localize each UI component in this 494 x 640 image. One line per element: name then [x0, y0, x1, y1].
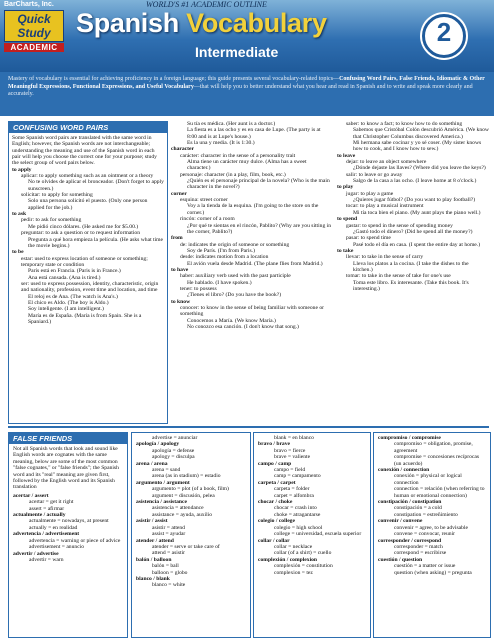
- entry-example: María es de España. (María is from Spain. She is a Spaniard.): [28, 312, 142, 325]
- entry-definition: salir: to leave or go away: [346, 171, 403, 178]
- entry-definition: dejar: to leave an object somewhere: [346, 159, 427, 166]
- entry-heading: complexión / complexion: [258, 556, 318, 563]
- entry-example: Soy inteligente. (I am intelligent.): [28, 306, 104, 313]
- entry-example: carpet = alfombra: [274, 492, 314, 499]
- section-divider: [8, 426, 489, 428]
- logo-bottom-text: ACADEMIC: [4, 43, 64, 52]
- entry-example: convene = convocar, reunir: [394, 531, 456, 538]
- false-friends-col4: [373, 432, 491, 638]
- entry-example: camp = campamento: [274, 473, 321, 480]
- entry-example: actually = en realidad: [29, 524, 78, 531]
- entry-definition: conocer: to know in the sense of being familiar with someone or something: [180, 304, 325, 318]
- intro-bold: Confusing Word Pairs, False Friends, Idiomatic & Other Meaningful Expressions, Functional Expressions, and Useful Vocabulary: [8, 76, 485, 90]
- entry-example: atender = serve or take care of: [152, 543, 220, 550]
- entry-definition: solicitar: to apply for something: [21, 192, 93, 199]
- entry-example: Pasé todo el día en casa. (I spent the entire day at home.): [353, 241, 481, 248]
- confusing-list-3: [337, 121, 489, 292]
- title-part-1: Spanish: [76, 8, 187, 38]
- entry-heading: balón / balloon: [136, 556, 172, 563]
- entry-heading: to be: [12, 249, 24, 256]
- entry-heading: corresponder / correspond: [378, 537, 442, 544]
- entry-example: brave = valiente: [274, 454, 311, 461]
- entry-heading: to play: [337, 184, 354, 191]
- entry-definition: tener: to possess: [180, 285, 217, 292]
- page-subtitle: Intermediate: [195, 44, 279, 60]
- entry-definition: personaje: character (in a play, film, book, etc.): [180, 171, 286, 178]
- entry-example: advertisement = anuncio: [29, 544, 85, 551]
- entry-definition: rincón: corner of a room: [180, 216, 235, 223]
- entry-example: Mi tía toca bien el piano. (My aunt plays the piano well.): [353, 209, 481, 216]
- entry-heading: blanco / blank: [136, 575, 170, 582]
- entry-example: Es la una y media. (It is 1:30.): [187, 140, 255, 147]
- confusing-list-2: [171, 121, 331, 330]
- entry-definition: ser: used to express possession, identity, characteristic, origin and nationality, profession, event time and location, and time: [21, 280, 159, 294]
- entry-example: argumento = plot (of a book, film): [152, 486, 229, 493]
- entry-heading: conexión / connection: [378, 467, 430, 474]
- publisher-name: BarCharts, Inc.: [4, 1, 54, 8]
- entry-heading: advertir / advertise: [13, 550, 59, 557]
- entry-example: balloon = globo: [152, 569, 188, 576]
- entry-example: assistance = ayuda, auxilio: [152, 511, 213, 518]
- entry-example: convenir = agree, to be advisable: [394, 524, 468, 531]
- entry-example: chocar = crash into: [274, 505, 317, 512]
- confusing-intro: Some Spanish word pairs are translated with the same word in English; however, the Spanish words are not interchangeable; understanding the meaning and use of the Spanish word in each pair will help you choose the correct one for your purpose; study the select group of word pairs below.: [12, 135, 157, 167]
- entry-example: assert = afirmar: [29, 505, 65, 512]
- entry-heading: to leave: [337, 152, 356, 159]
- header-banner: [0, 0, 494, 72]
- entry-example: blank = en blanco: [274, 435, 314, 441]
- entry-heading: collar / collar: [258, 537, 290, 544]
- entry-heading: convenir / convene: [378, 518, 423, 525]
- entry-heading: apología / apology: [136, 441, 180, 448]
- entry-example: balón = ball: [152, 563, 179, 570]
- entry-example: college = universidad, escuela superior: [274, 531, 362, 538]
- entry-example: assist = ayudar: [152, 531, 186, 538]
- entry-example: El reloj es de Ana. (The watch is Ana's.): [28, 293, 118, 300]
- entry-definition: esquina: street corner: [180, 197, 228, 204]
- entry-definition: estar: used to express location of someone or something; temporary state or condition: [21, 255, 148, 268]
- entry-example: choke = atragantarse: [274, 511, 321, 518]
- entry-example: constipation = estreñimiento: [394, 511, 458, 518]
- confusing-word-pairs-col1: [8, 121, 168, 424]
- entry-heading: cuestión / question: [378, 556, 423, 563]
- entry-example: Solo una persona solicitó el puesto. (Only one person applied for the job.): [28, 198, 148, 211]
- entry-example: apología = defense: [152, 447, 195, 454]
- entry-heading: asistencia / assistance: [136, 499, 187, 506]
- entry-heading: atender / attend: [136, 537, 174, 544]
- entry-example: ¿Por qué te sientas en el rincón, Pablito? (Why are you sitting in the corner, Pablito?): [187, 222, 331, 235]
- entry-example: compromiso = obligation, promise, agreement: [394, 441, 473, 454]
- entry-heading: to apply: [12, 166, 32, 173]
- confusing-word-pairs-col3: [337, 121, 489, 422]
- false-friends-list-4: [374, 433, 490, 578]
- tagline: WORLD'S #1 ACADEMIC OUTLINE: [146, 0, 267, 9]
- entry-definition: desde: indicates motion from a location: [180, 254, 269, 261]
- entry-example: No conozco esa canción. (I don't know that song.): [187, 324, 299, 330]
- entry-example: compromise = concesiones recíprocas (un acuerdo): [394, 454, 480, 467]
- entry-heading: to take: [337, 247, 354, 254]
- entry-heading: compromiso / compromise: [378, 435, 441, 441]
- entry-heading: actualmente / actually: [13, 512, 66, 519]
- entry-example: Ana está cansada. (Ana is tired.): [28, 274, 101, 281]
- entry-definition: llevar: to take in the sense of carry: [346, 254, 424, 261]
- entry-definition: jugar: to play a game: [346, 190, 394, 197]
- entry-heading: acertar / assert: [13, 492, 49, 499]
- entry-definition: pasar: to spend time: [346, 235, 391, 242]
- false-friends-col2: [131, 432, 251, 638]
- entry-example: question (when asking) = pregunta: [394, 569, 472, 576]
- entry-example: corresponder = match: [394, 543, 443, 550]
- entry-example: campo = field: [274, 467, 306, 474]
- intro-paragraph: [0, 72, 494, 116]
- entry-example: conexión = physical or logical connection: [394, 473, 462, 486]
- entry-heading: corner: [171, 190, 187, 197]
- entry-example: El chico es Aldo. (The boy is Aldo.): [28, 299, 109, 306]
- entry-heading: to have: [171, 266, 189, 273]
- entry-example: El avión vuela desde Madrid. (The plane flies from Madrid.): [187, 260, 323, 267]
- entry-heading: carpeta / carpet: [258, 479, 296, 486]
- entry-example: complexion = tez: [274, 569, 313, 576]
- entry-example: No te olvides de aplicar el bronceador. (Don't forget to apply sunscreen.): [28, 179, 164, 192]
- entry-definition: pedir: to ask for something: [21, 217, 82, 224]
- entry-example: carpeta = folder: [274, 486, 310, 493]
- entry-example: ¿Quién es el personaje principal de la novela? (Who is the main character in the novel?): [187, 178, 330, 191]
- entry-example: ¿Tienes el libro? (Do you have the book?): [187, 292, 282, 299]
- entry-example: apology = disculpa: [152, 454, 195, 461]
- intro-text-a: Mastery of vocabulary is essential for achieving proficiency in a foreign language; this guide presents several vocabulary-related topics—: [8, 76, 340, 82]
- entry-heading: colegio / college: [258, 518, 295, 525]
- page-title: [76, 8, 327, 39]
- entry-example: Alma tiene un carácter muy dulce. (Alma has a sweet character.): [187, 159, 307, 172]
- entry-example: La fiesta es a las ocho y es en casa de Lupe. (The party is at 8:00 and is at Lupe's house.): [187, 127, 321, 140]
- entry-example: Mi hermana sabe cocinar y yo sé coser. (My sister knows how to cook, and I know how to sew.): [353, 140, 482, 153]
- entry-example: Lleva los platos a la cocina. (I take the dishes to the kitchen.): [353, 260, 469, 273]
- entry-example: Conocemos a María. (We know María.): [187, 317, 276, 324]
- entry-heading: bravo / brave: [258, 441, 291, 448]
- entry-heading: campo / camp: [258, 460, 292, 467]
- entry-definition: gastar: to spend in the sense of spending money: [346, 222, 453, 229]
- entry-example: Voy a la tienda de la esquina. (I'm going to the store on the corner.): [187, 203, 319, 216]
- intro-text-b: —that will help you to better understand what you hear and read in Spanish and to write and speak more clearly and accurately.: [8, 83, 473, 98]
- entry-example: Me pidió cinco dólares. (He asked me for $5.00.): [28, 223, 139, 230]
- section-heading-confusing: CONFUSING WORD PAIRS: [9, 122, 167, 133]
- false-friends-list-1: [9, 493, 127, 565]
- entry-example: Sabemos que Cristóbal Colón descubrió América. (We know that Christopher Columbus discovered America.): [353, 127, 489, 140]
- entry-example: advertir = warn: [29, 556, 64, 563]
- entry-definition: carácter: character in the sense of a personality trait: [180, 152, 296, 159]
- entry-example: collar = necklace: [274, 543, 313, 550]
- level-badge: 2: [422, 14, 466, 58]
- entry-heading: advertencia / advertisement: [13, 531, 80, 538]
- entry-heading: to ask: [12, 211, 27, 218]
- entry-definition: tomar: to take in the sense of take for one's use: [346, 273, 451, 280]
- entry-example: París está en Francia. (Paris is in France.): [28, 268, 121, 275]
- entry-example: Soy de París. (I'm from Paris.): [187, 247, 255, 254]
- entry-heading: constipación / constipation: [378, 499, 442, 506]
- entry-heading: chocar / choke: [258, 499, 293, 506]
- entry-example: asistir = attend: [152, 524, 185, 531]
- false-friends-intro: Not all Spanish words that look and sound like English words are cognates with the same meaning, below are some of the most common "false cognates," or "false friends"; the Spanish word and its "real" meaning are given first, followed by the English word and its Spanish translation: [13, 446, 119, 491]
- entry-definition: preguntar: to ask a question or to request information: [21, 230, 140, 237]
- false-friends-list-3: [254, 433, 370, 578]
- entry-example: argument = discusión, pelea: [152, 492, 215, 499]
- entry-heading: from: [171, 235, 183, 242]
- entry-heading: argumento / argument: [136, 479, 190, 486]
- confusing-list-1: [9, 167, 167, 326]
- entry-example: collar (of a shirt) = cuello: [274, 550, 332, 557]
- entry-example: Toma este libro. Es interesante. (Take this book. It's interesting.): [353, 279, 469, 292]
- entry-definition: tocar: to play a musical instrument: [346, 203, 424, 210]
- entry-example: ¿Gastó todo el dinero? (Did he spend all the money?): [353, 228, 473, 235]
- entry-example: correspond = escribirse: [394, 550, 447, 557]
- entry-example: arena (as in stadium) = estadio: [152, 473, 221, 480]
- entry-example: Salgo de la casa a las ocho. (I leave home at 8 o'clock.): [353, 178, 477, 185]
- entry-example: complexión = constitution: [274, 563, 333, 570]
- entry-example: Pregunta a qué hora empieza la película. (He asks what time the movie begins.): [28, 236, 163, 249]
- entry-example: asistencia = attendance: [152, 505, 204, 512]
- entry-example: constipación = a cold: [394, 505, 442, 512]
- entry-example: bravo = fierce: [274, 447, 306, 454]
- entry-heading: character: [171, 146, 194, 153]
- entry-example: Su tía es médica. (Her aunt is a doctor.): [187, 121, 276, 127]
- title-part-2: Vocabulary: [186, 8, 327, 38]
- logo-top-text: Quick Study: [4, 10, 64, 42]
- entry-example: cuestión = a matter or issue: [394, 563, 456, 570]
- entry-example: He hablado. (I have spoken.): [187, 279, 252, 286]
- section-heading-false-friends: FALSE FRIENDS: [9, 433, 127, 444]
- entry-example: attend = asistir: [152, 550, 185, 557]
- entry-example: advertise = anunciar: [152, 435, 198, 441]
- confusing-word-pairs-col2: [171, 121, 331, 422]
- entry-example: actualmente = nowadays, at present: [29, 518, 109, 525]
- entry-heading: to know: [171, 298, 191, 305]
- false-friends-col1: [8, 432, 128, 638]
- quickstudy-logo: [4, 10, 64, 52]
- entry-example: advertencia = warning or piece of advice: [29, 537, 121, 544]
- false-friends-list-2: [132, 433, 250, 591]
- entry-heading: asistir / assist: [136, 518, 168, 525]
- entry-heading: arena / arena: [136, 460, 168, 467]
- entry-example: connection = relación (when referring to human or emotional connection): [394, 486, 485, 499]
- entry-example: arena = sand: [152, 467, 181, 474]
- entry-definition: aplicar: to apply something such as an ointment or a theory: [21, 173, 154, 180]
- entry-definition: saber: to know a fact; to know how to do something: [346, 121, 463, 127]
- entry-example: ¿Dónde dejaste las llaves? (Where did you leave the keys?): [353, 165, 486, 172]
- false-friends-col3: [253, 432, 371, 638]
- entry-heading: to spend: [337, 216, 358, 223]
- entry-example: colegio = high school: [274, 524, 323, 531]
- entry-definition: haber: auxiliary verb used with the past participle: [180, 273, 291, 280]
- entry-definition: de: indicates the origin of someone or something: [180, 241, 290, 248]
- entry-example: blanco = white: [152, 582, 186, 589]
- entry-example: ¿Quieres jugar fútbol? (Do you want to play football?): [353, 197, 476, 204]
- entry-example: acertar = get it right: [29, 499, 74, 506]
